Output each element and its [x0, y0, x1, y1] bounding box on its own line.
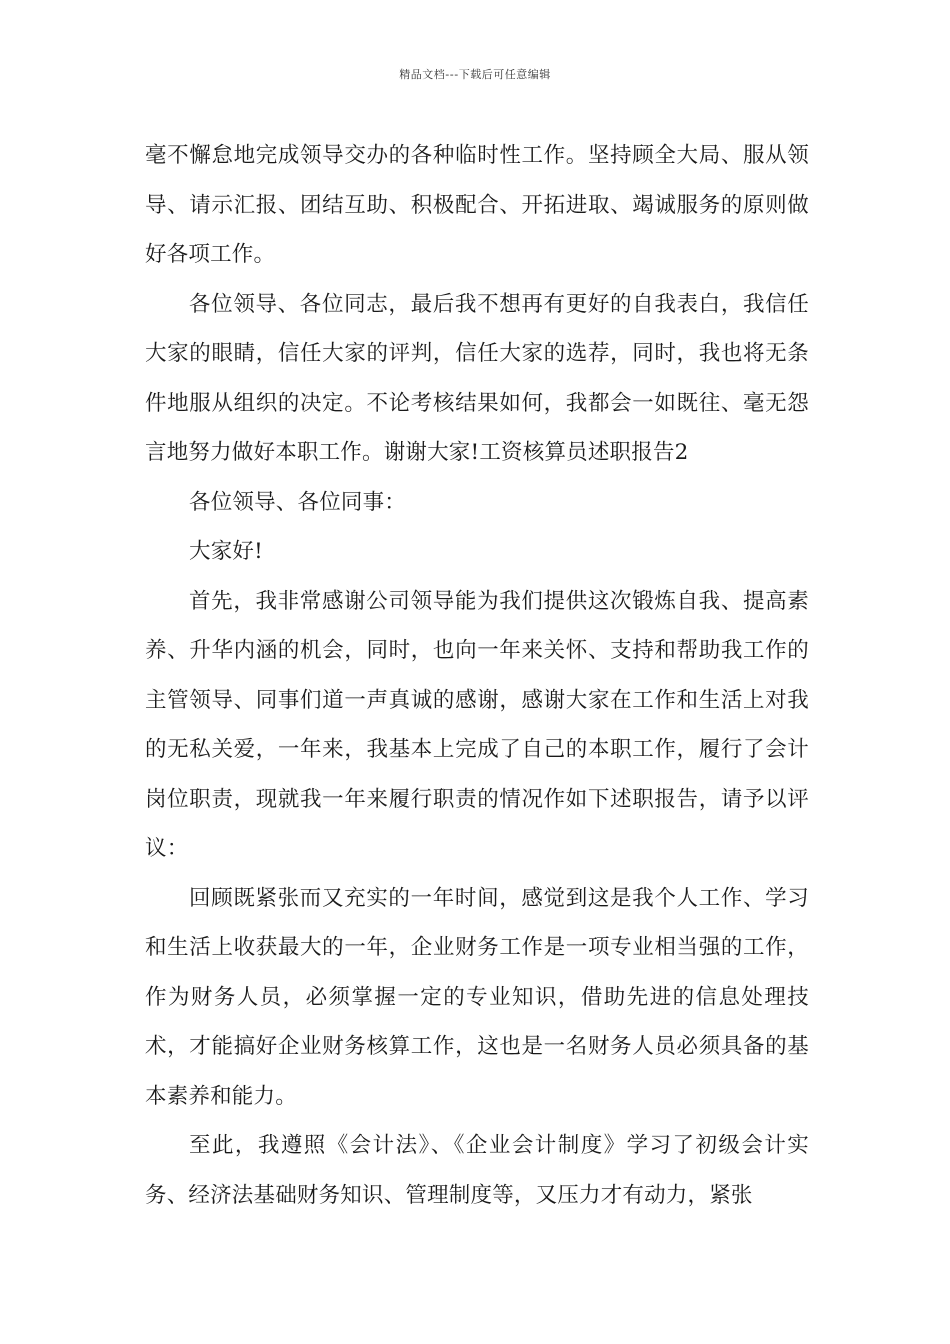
paragraph: 毫不懈怠地完成领导交办的各种临时性工作。坚持顾全大局、服从领导、请示汇报、团结互助、积极配合、开拓进取、竭诚服务的原则做好各项工作。: [145, 143, 809, 267]
paragraph: 至此，我遵照《会计法》、《企业会计制度》学习了初级会计实务、经济法基础财务知识、管理制度等，又压力才有动力，紧张: [145, 1133, 809, 1208]
paragraph: 回顾既紧张而又充实的一年时间，感觉到这是我个人工作、学习和生活上收获最大的一年，企业财务工作是一项专业相当强的工作，作为财务人员，必须掌握一定的专业知识，借助先进的信息处理技术，才能搞好企业财务核算工作，这也是一名财务人员必须具备的基本素养和能力。: [145, 885, 809, 1109]
page-header: 精品文档---下载后可任意编辑: [399, 68, 551, 81]
paragraph: 首先，我非常感谢公司领导能为我们提供这次锻炼自我、提高素养、升华内涵的机会，同时，也向一年来关怀、支持和帮助我工作的主管领导、同事们道一声真诚的感谢，感谢大家在工作和生活上对我的无私关爱，一年来，我基本上完成了自己的本职工作，履行了会计岗位职责，现就我一年来履行职责的情况作如下述职报告，请予以评议：: [145, 588, 809, 861]
paragraph: 各位领导、各位同志，最后我不想再有更好的自我表白，我信任大家的眼睛，信任大家的评判，信任大家的选荐，同时，我也将无条件地服从组织的决定。不论考核结果如何，我都会一如既往、毫无怨言地努力做好本职工作。谢谢大家!工资核算员述职报告2: [145, 291, 809, 465]
greeting-paragraph: 大家好!: [189, 539, 263, 564]
salutation-paragraph: 各位领导、各位同事：: [189, 489, 407, 515]
document-body: [145, 131, 809, 1220]
